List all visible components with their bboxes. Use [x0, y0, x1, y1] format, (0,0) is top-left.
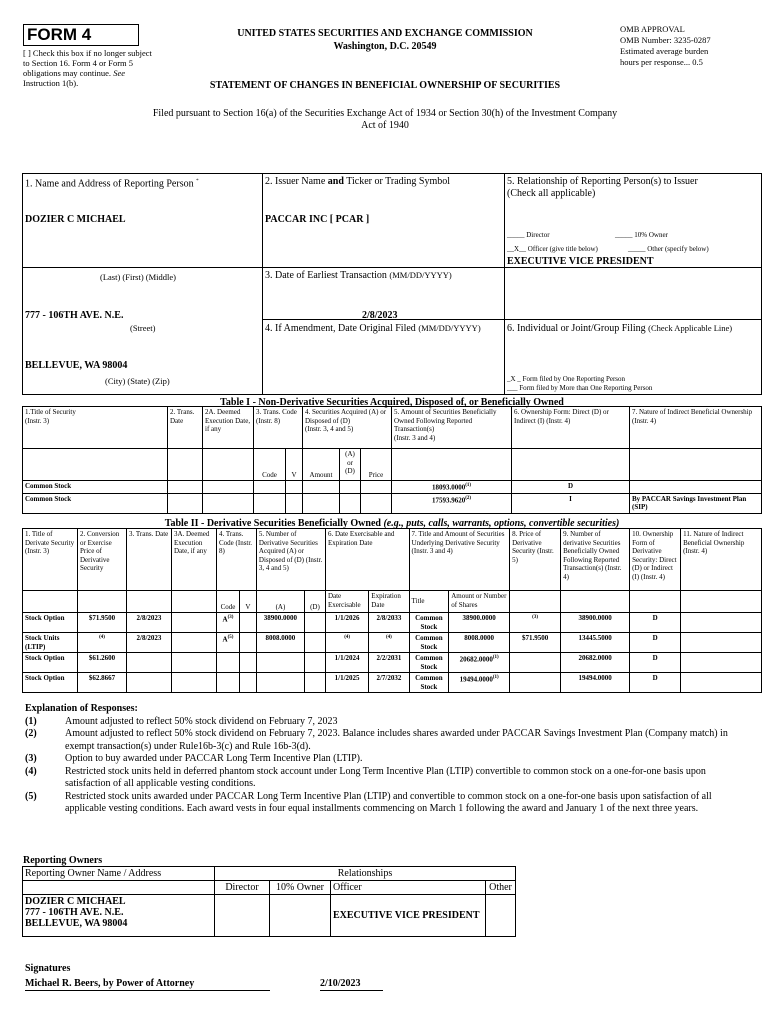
t2-h8: 8. Price of Derivative Security (Instr. 5) [510, 529, 561, 591]
t2-h10: 10. Ownership Form of Derivative Security: Direct (D) or Indirect (I) (Instr. 4) [630, 529, 681, 591]
ten-pct-check: _____ 10% Owner [615, 231, 668, 239]
one-person-filing: _X _ Form filed by One Reporting Person [507, 375, 626, 383]
t1-h4: 4. Securities Acquired (A) or Disposed of (D) (Instr. 3, 4 and 5) [303, 407, 392, 449]
table-row: Common Stock 18093.0000$^{(1)}$ D [23, 481, 762, 494]
table1-title: Table I - Non-Derivative Securities Acquired, Disposed of, or Beneficially Owned [220, 397, 564, 408]
filed-pursuant: Filed pursuant to Section 16(a) of the Securities Exchange Act of 1934 or Section 30(h) of the Investment Company Act of 1940 [152, 108, 618, 131]
t2-h1: 1. Title of Derivate Security (Instr. 3) [23, 529, 78, 591]
box5-label: 5. Relationship of Reporting Person(s) to Issuer (Check all applicable) [507, 176, 698, 199]
table2-title: Table II - Derivative Securities Beneficially Owned (e.g., puts, calls, warrants, options, convertible securities) [164, 518, 620, 529]
footnote: (2) Amount adjusted to reflect 50% stock dividend on February 7, 2023. Balance includes shares awarded under PACCAR Savings Investment Plan (Company match) in exempt transaction(s) under Rule16b-3(c) and Rule 16b-3(d). [25, 728, 728, 752]
table2: 1. Title of Derivate Security (Instr. 3) 2. Conversion or Exercise Price of Derivative Security 3. Trans. Date 3A. Deemed Execution Date, if any 4. Trans. Code (Instr. 8) 5. Number of Derivative Securities Acquired (A) or Disposed of (D) (Instr. 3, 4 and 5) 6. Date Exercisable and Expiration Date 7. Title and Amount of Securities Underlying Derivative Security (Instr. 3 and 4) 8. Price of Derivative Security (Instr. 5) 9. Number of derivative Securities Beneficially Owned Following Reported Transaction(s) (Instr. 4) 10. Ownership Form of Derivative Security: Direct (D) or Indirect (I) (Instr. 4) 11. Nature of Indirect Beneficial Ownership (Instr. 4) Code V (A) (D) Date Exercisable Expiration Date Title Amount or Number of Shares Stock Option $71.9500 2/8/2023 $A^{(3)}$ 38900.0000 1/1/2026 2/8/2033 Common Stock 38900.0000 $^{(3)}$ 38900.0000 D Stock Units (LTIP) $^{(4)}$ 2/8/2023 $A^{(5)}$ 8008.0000 $^{(4)}$ $^{(4)}$ Common Stock 8008.0000 $71.9500 13445.5000 D Stock Option $61.2600 1/1/2024 2/2/2031 Common Stock 20682.0000$^{(1)}$ 20682.0000 D Stock Option $62.8667 1/1/2025 2/7/2032 Common Stock 19494.0000$^{(1)}$ 19494.0000 D [22, 528, 762, 693]
t2-h7: 7. Title and Amount of Securities Underlying Derivative Security (Instr. 3 and 4) [409, 529, 510, 591]
other-check: _____ Other (specify below) [628, 245, 709, 253]
footnote: (1) Amount adjusted to reflect 50% stock dividend on February 7, 2023 [25, 715, 338, 727]
table-row: Stock Option $62.8667 1/1/2025 2/7/2032 Common Stock 19494.0000$^{(1)}$ 19494.0000 D [23, 673, 762, 693]
signatures-title: Signatures [25, 963, 71, 974]
explanation: Explanation of Responses: (1) Amount adjusted to reflect 50% stock dividend on February 7, 2023 (2) Amount adjusted to reflect 50% stock dividend on February 7, 2023. Balance includes shares awarded under PACCAR Savings Investment Plan (Company match) in exempt transaction(s) under Rule16b-3(c) and Rule 16b-3(d). (3) Option to buy awarded under PACCAR Long Term Incentive Plan (LTIP). (4) Restricted stock units held in deferred phantom stock account under Long Term Incentive Plan (LTIP) convertible to common stock on a one-for-one basis upon satisfaction of all applicable vesting conditions. (5) Restricted stock units awarded under PACCAR Long Term Incentive Plan (LTIP) and convertible to common stock on a one-for-one basis upon satisfaction of all applicable vesting conditions. Each award vests in four equal installments commencing on March 1 following the award and January 1 of the next three years. [25, 703, 750, 816]
t2-h4: 4. Trans. Code (Instr. 8) [217, 529, 257, 591]
box1-label: 1. Name and Address of Reporting Person * [25, 178, 199, 190]
reporting-name: DOZIER C MICHAEL [25, 214, 126, 225]
checkbox-note: [ ] Check this box if no longer subject to Section 16. Form 4 or Form 5 obligations may continue. See Instruction 1(b). [23, 48, 152, 88]
statement-title: STATEMENT OF CHANGES IN BENEFICIAL OWNERSHIP OF SECURITIES [209, 80, 561, 91]
footnote: (5) Restricted stock units awarded under PACCAR Long Term Incentive Plan (LTIP) and convertible to common stock on a one-for-one basis upon satisfaction of all applicable vesting conditions. Each award vests in four equal installments commencing on March 1 following the award and January 1 of the next three years. [25, 790, 712, 814]
reporting-section [22, 173, 762, 395]
earliest-date: 2/8/2023 [362, 310, 398, 321]
t1-h2: 2. Trans. Date [168, 407, 203, 449]
form-title: FORM 4 [27, 25, 92, 44]
t2-h6: 6. Date Exercisable and Expiration Date [325, 529, 409, 591]
box3-label: 3. Date of Earliest Transaction (MM/DD/YYYY) [265, 270, 452, 281]
box6-label: 6. Individual or Joint/Group Filing (Check Applicable Line) [507, 323, 733, 334]
footnote: (4) Restricted stock units held in deferred phantom stock account under Long Term Incentive Plan (LTIP) convertible to common stock on a one-for-one basis upon satisfaction of all applicable vesting conditions. [25, 765, 706, 789]
signature-date: 2/10/2023 [320, 978, 383, 991]
t1-h1: 1.Title of Security (Instr. 3) [23, 407, 168, 449]
signature-name: Michael R. Beers, by Power of Attorney [25, 978, 270, 991]
t1-h6: 6. Ownership Form: Direct (D) or Indirect (I) (Instr. 4) [512, 407, 630, 449]
form-title-box [23, 24, 139, 46]
city-sub: (City) (State) (Zip) [105, 376, 170, 386]
agency-city: Washington, D.C. 20549 [333, 41, 437, 52]
officer-check: __X__ Officer (give title below) [507, 245, 598, 253]
officer-title: EXECUTIVE VICE PRESIDENT [507, 256, 654, 267]
name-sub: (Last) (First) (Middle) [100, 272, 177, 282]
owners-table: Reporting Owner Name / Address Relationships Director 10% Owner Officer Other DOZIER C MICHAEL 777 - 106TH AVE. N.E. BELLEVUE, WA 98004 EXECUTIVE VICE PRESIDENT [22, 866, 516, 937]
t2-h11: 11. Nature of Indirect Beneficial Ownership (Instr. 4) [681, 529, 762, 591]
reporting-city: BELLEVUE, WA 98004 [25, 360, 128, 371]
t1-h3: 3. Trans. Code (Instr. 8) [254, 407, 303, 449]
table-row: Stock Units (LTIP) $^{(4)}$ 2/8/2023 $A^{(5)}$ 8008.0000 $^{(4)}$ $^{(4)}$ Common Stock 8008.0000 $71.9500 13445.5000 D [23, 633, 762, 653]
agency-name: UNITED STATES SECURITIES AND EXCHANGE COMMISSION [237, 28, 533, 39]
box4-label: 4. If Amendment, Date Original Filed (MM/DD/YYYY) [265, 323, 481, 334]
omb-approval: OMB APPROVAL OMB Number: 3235-0287 Estimated average burden hours per response... 0.5 [620, 24, 711, 67]
table-row: Common Stock 17593.9620$^{(2)}$ I By PACCAR Savings Investment Plan (SIP) [23, 493, 762, 513]
t2-h5: 5. Number of Derivative Securities Acquired (A) or Disposed of (D) (Instr. 3, 4 and 5) [256, 529, 325, 591]
more-person-filing: ___ Form filed by More than One Reporting Person [507, 384, 653, 392]
t1-h5: 5. Amount of Securities Beneficially Owned Following Reported Transaction(s) (Instr. 3 and 4) [392, 407, 512, 449]
table1: 1.Title of Security (Instr. 3) 2. Trans. Date 2A. Deemed Execution Date, if any 3. Trans. Code (Instr. 8) 4. Securities Acquired (A) or Disposed of (D) (Instr. 3, 4 and 5) 5. Amount of Securities Beneficially Owned Following Reported Transaction(s) (Instr. 3 and 4) 6. Ownership Form: Direct (D) or Indirect (I) (Instr. 4) 7. Nature of Indirect Beneficial Ownership (Instr. 4) Code V Amount (A) or (D) Price Common Stock 18093.0000$^{(1)}$ D Common Stock 17593.9620$^{(2)}$ I By PACCAR Savings Investment Plan (SIP) [22, 406, 762, 514]
t2-h2: 2. Conversion or Exercise Price of Derivative Security [78, 529, 127, 591]
t2-h9: 9. Number of derivative Securities Beneficially Owned Following Reported Transaction(s) (Instr. 4) [561, 529, 630, 591]
t2-h3: 3. Trans. Date [127, 529, 172, 591]
director-check: _____ Director [507, 231, 550, 239]
box2-label: 2. Issuer Name and Ticker or Trading Symbol [265, 176, 451, 187]
street-sub: (Street) [130, 323, 156, 333]
t1-h2a: 2A. Deemed Execution Date, if any [203, 407, 254, 449]
table-row: Stock Option $71.9500 2/8/2023 $A^{(3)}$ 38900.0000 1/1/2026 2/8/2033 Common Stock 38900.0000 $^{(3)}$ 38900.0000 D [23, 613, 762, 633]
t1-h7: 7. Nature of Indirect Beneficial Ownership (Instr. 4) [630, 407, 762, 449]
issuer-name: PACCAR INC [ PCAR ] [265, 214, 370, 225]
owners-title: Reporting Owners [23, 855, 103, 866]
table-row: Stock Option $61.2600 1/1/2024 2/2/2031 Common Stock 20682.0000$^{(1)}$ 20682.0000 D [23, 653, 762, 673]
t2-h3a: 3A. Deemed Execution Date, if any [172, 529, 217, 591]
reporting-street: 777 - 106TH AVE. N.E. [25, 310, 124, 321]
footnote: (3) Option to buy awarded under PACCAR Long Term Incentive Plan (LTIP). [25, 753, 363, 764]
